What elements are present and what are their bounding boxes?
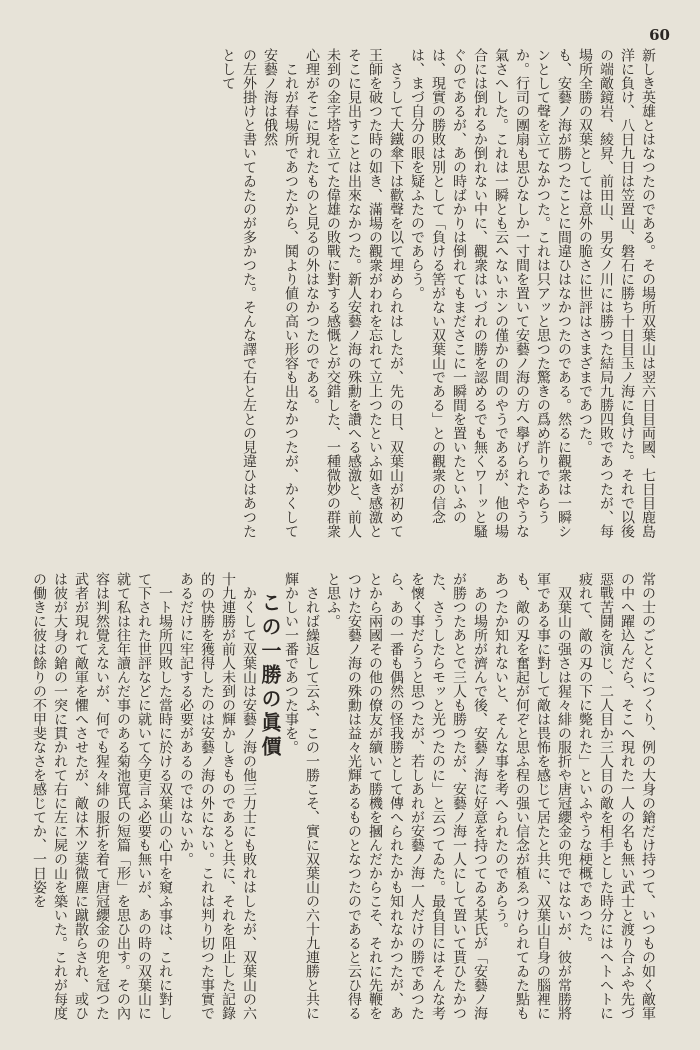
paragraph: も、安藝ノ海が勝つたことに間違ひはなかつたのである。然るに觀衆は一瞬シンとして聲を立てなかつた。これは只アッと思つた驚きの爲め許りであらうか。行司の團扇も思ひなしか一寸間を置いて安藝ノ海の方へ擧げられたやうな氣さへした。これは一瞬とも云へないホンの僅かの間のやうであるが、他の場合には倒れるか倒れない中に、觀衆はいづれの勝を認めるでも無くワーッと騷ぐのであるが、あの時ばかりは倒れてもまださこに一瞬間を置いたといふのは、現實の勝敗は別として「負ける筈がない双葉山である」との觀衆の信念は、まづ自分の眼を疑ふたのであらう。 (409, 48, 572, 538)
paragraph: これが春場所であつたから、鬨より値の高い形容も出なかつたが、かくして安藝ノ海は俄然 (262, 48, 299, 538)
top-text-block (28, 48, 658, 543)
paragraph: 双葉山の强さは猩々緋の服折や唐冠纓金の兜ではないが、彼が常勝將軍である事に對して敵は畏怖を感じて居たと共に、双葉山自身の腦裡にも、敵の刄を奮起が何ぞと思ふ程の强い信念が植ゑつけられてゐた點もあつたか知れないと、そんな事を考へられたのであらう。 (493, 572, 572, 1020)
paragraph: 新しき英雄とはなつたのである。その場所双葉山は翌六日目両國、七日目鹿島洋に負け、八日九日は笠置山、磐石に勝ち十日目玉ノ海に負けた。それで以後の端敵鏡岩、綾昇、前田山、男女ノ川には勝つた結局九勝四敗であつたが、每場所全勝の双葉としては意外の脆さに世評はさまざまであつた。 (577, 48, 656, 538)
page-number: 60 (649, 26, 670, 44)
paragraph: されば繰返して云ふ、この一勝こそ、實に双葉山の六十九連勝と共に輝かしい一番であつた事を。 (283, 572, 320, 1020)
section-heading: この一勝の眞價 (258, 592, 282, 760)
paragraph: さうして大鐵傘下は歡聲を以て埋められはしたが、先の日、双葉山が初めて王師を破つた時の如き、滿場の觀衆がわれを忘れて立上つたといふ如き感激とそこに見出すことは出來なかつた。新人安藝ノ海の殊勳を讚へる感激と、前人未到の金字塔を立てた偉雄の敗戰に對する感慨とが交錯した、一種微妙の群衆心理がそこに現れたものと見るの外はなかつたのである。 (304, 48, 404, 538)
paragraph: あの場所が濟んで後、安藝ノ海に好意を持つてゐる某氏が「安藝ノ海が勝つたあとで三人も勝つたが、安藝ノ海一人にして置いて貰ひたかつた、さうしたらモッと光つたのに」と云つてゐた。最負目にはそんな考を懷く事だらうと思つたが、若しあれが安藝ノ海一人だけの勝であつたら、あの一番も偶然の怪我勝として傳へられたかも知れなかつたが、あとから兩國その他の僚友が續いて勝機を摑んだからこそ、それに先鞭をつけた安藝ノ海の殊勳は益々光輝あるものとなつたのであると云ひ得ると思ふ。 (325, 572, 488, 1020)
paragraph: 常の士のごとくにつくり、例の大身の鎗だけ持つて、いつもの如く敵軍の中へ躍込んだら、そこへ現れた一人の名も無い武士と渡り合ふや先づ惡戰苦鬪を演じ、二人目か三人目の敵を相手とした時分にはへトへトに疲れて、敵の刄の下に斃れた」といふやうな梗概であつた。 (577, 572, 656, 1020)
bottom-text-block (28, 572, 658, 1027)
paragraph: かくして双葉山は安藝ノ海の他三力士にも敗れはしたが、双葉山の六十九連勝が前人未到の輝かしきものであると共に、それを阻止した記錄的の快勝を獲得したのは安藝ノ海の外にない。これは判り切つた事實であるだけに牢記する必要があるのではないか。 (178, 572, 257, 1020)
section-divider (20, 556, 672, 557)
paragraph: 一ト場所四敗した當時に於ける双葉山の心中を窺ふ事は、これに對して下された世評などに就いて今更言ふ必要も無いが、あの時の双葉山に就て私は往年讀んだ事のある菊池寬氏の短篇「形」を思ひ出す。その內容は判然覺えないが、何でも猩々緋の服折を着て唐冠纓金の兜を冠つた武者が現れて敵軍を懼へさせたが、敵は木ツ葉微塵に蹴散らされ、或ひは彼が大身の鎗の一突に貫かれて右に左に屍の山を築いた。これが每度の働きに彼は餘りの不甲斐なさを感じてか、一日姿を (31, 572, 173, 1020)
paragraph: の左外掛けと書いてゐたのが多かつた。そんな譯で右と左との見違ひはあつたとして (220, 48, 257, 538)
